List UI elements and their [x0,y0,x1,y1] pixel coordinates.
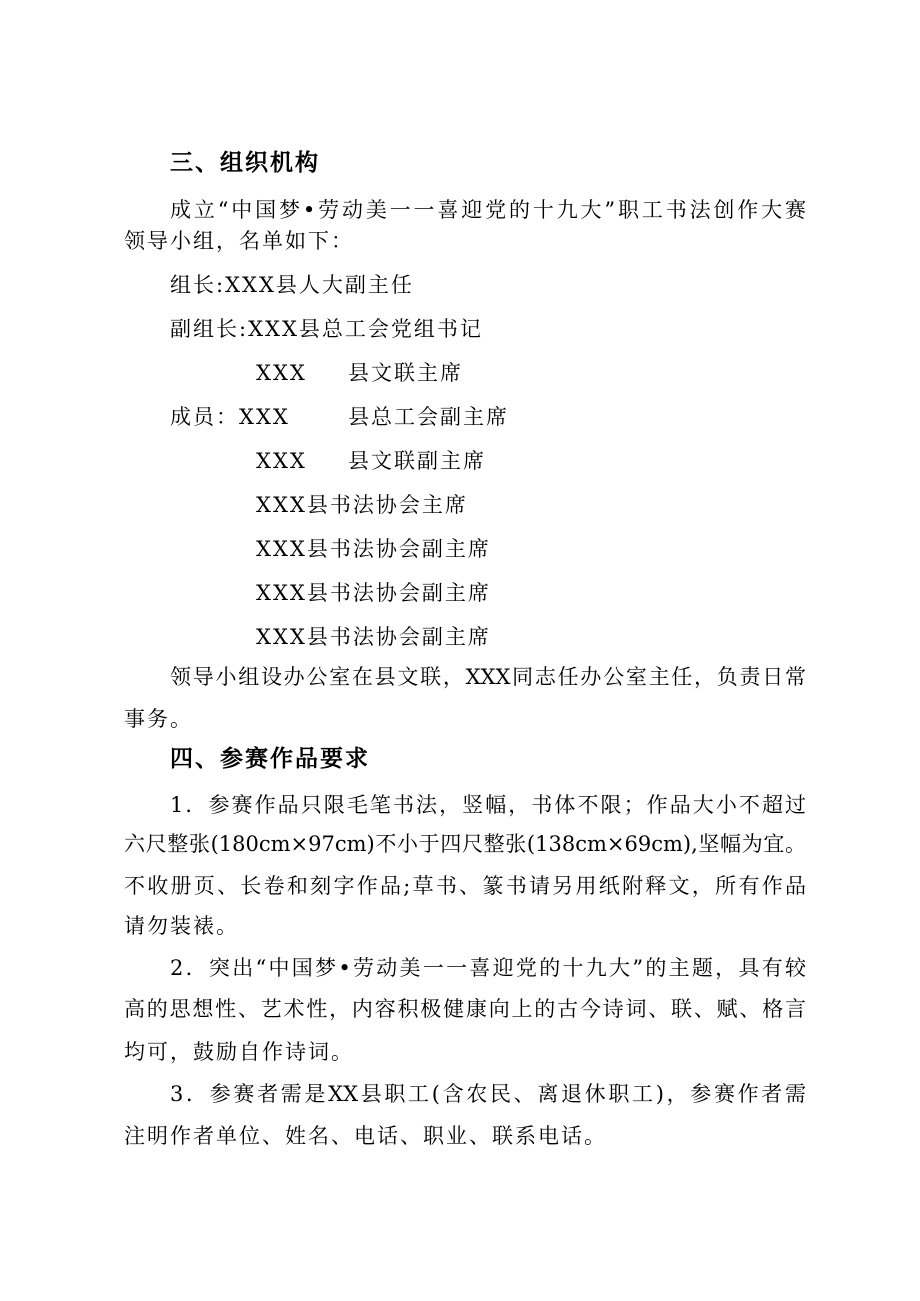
office-line-1: 领导小组设办公室在县文联，XXX同志任办公室主任，负责日常 [170,665,806,689]
members-label: 成员：XXX [170,405,290,429]
item1-line-3: 不收册页、长卷和刻字作品;草书、篆书请另用纸附释文，所有作品 [124,874,806,898]
item3-line-1: 3．参赛者需是XX县职工(含农民、离退休职工)，参赛作者需 [170,1082,806,1106]
intro-line-1: 成立“中国梦•劳动美一一喜迎党的十九大”职工书法创作大赛 [170,198,806,222]
deputy2-name: XXX [256,361,307,385]
member5-line: XXX县书法协会副主席 [256,581,491,605]
item2-line-3: 均可，鼓励自作诗词。 [124,1040,354,1064]
section-heading-requirements: 四、参赛作品要求 [170,746,370,772]
office-line-2: 事务。 [124,707,193,731]
item1-line-4: 请勿装裱。 [124,914,239,938]
section-heading-organization: 三、组织机构 [170,150,320,176]
leader-line: 组长:XXX县人大副主任 [170,273,414,297]
intro-line-2: 领导小组，名单如下： [124,229,354,253]
member6-line: XXX县书法协会副主席 [256,625,491,649]
member2-name: XXX [256,449,307,473]
deputy-leader-line: 副组长:XXX县总工会党组书记 [170,317,483,341]
item2-line-2: 高的思想性、艺术性，内容积极健康向上的古今诗词、联、赋、格言 [124,997,806,1021]
member1-role: 县总工会副主席 [348,405,509,429]
item3-line-2: 注明作者单位、姓名、电话、职业、联系电话。 [124,1124,607,1148]
item1-line-1: 1．参赛作品只限毛笔书法，竖幅，书体不限；作品大小不超过 [170,793,806,817]
member2-role: 县文联副主席 [348,449,486,473]
deputy2-role: 县文联主席 [348,361,463,385]
item1-line-2: 六尺整张(180cm×97cm)不小于四尺整张(138cm×69cm),坚幅为宜。 [124,832,806,856]
item2-line-1: 2．突出“中国梦•劳动美一一喜迎党的十九大”的主题，具有较 [170,956,806,980]
member3-line: XXX县书法协会主席 [256,493,468,517]
member4-line: XXX县书法协会副主席 [256,537,491,561]
